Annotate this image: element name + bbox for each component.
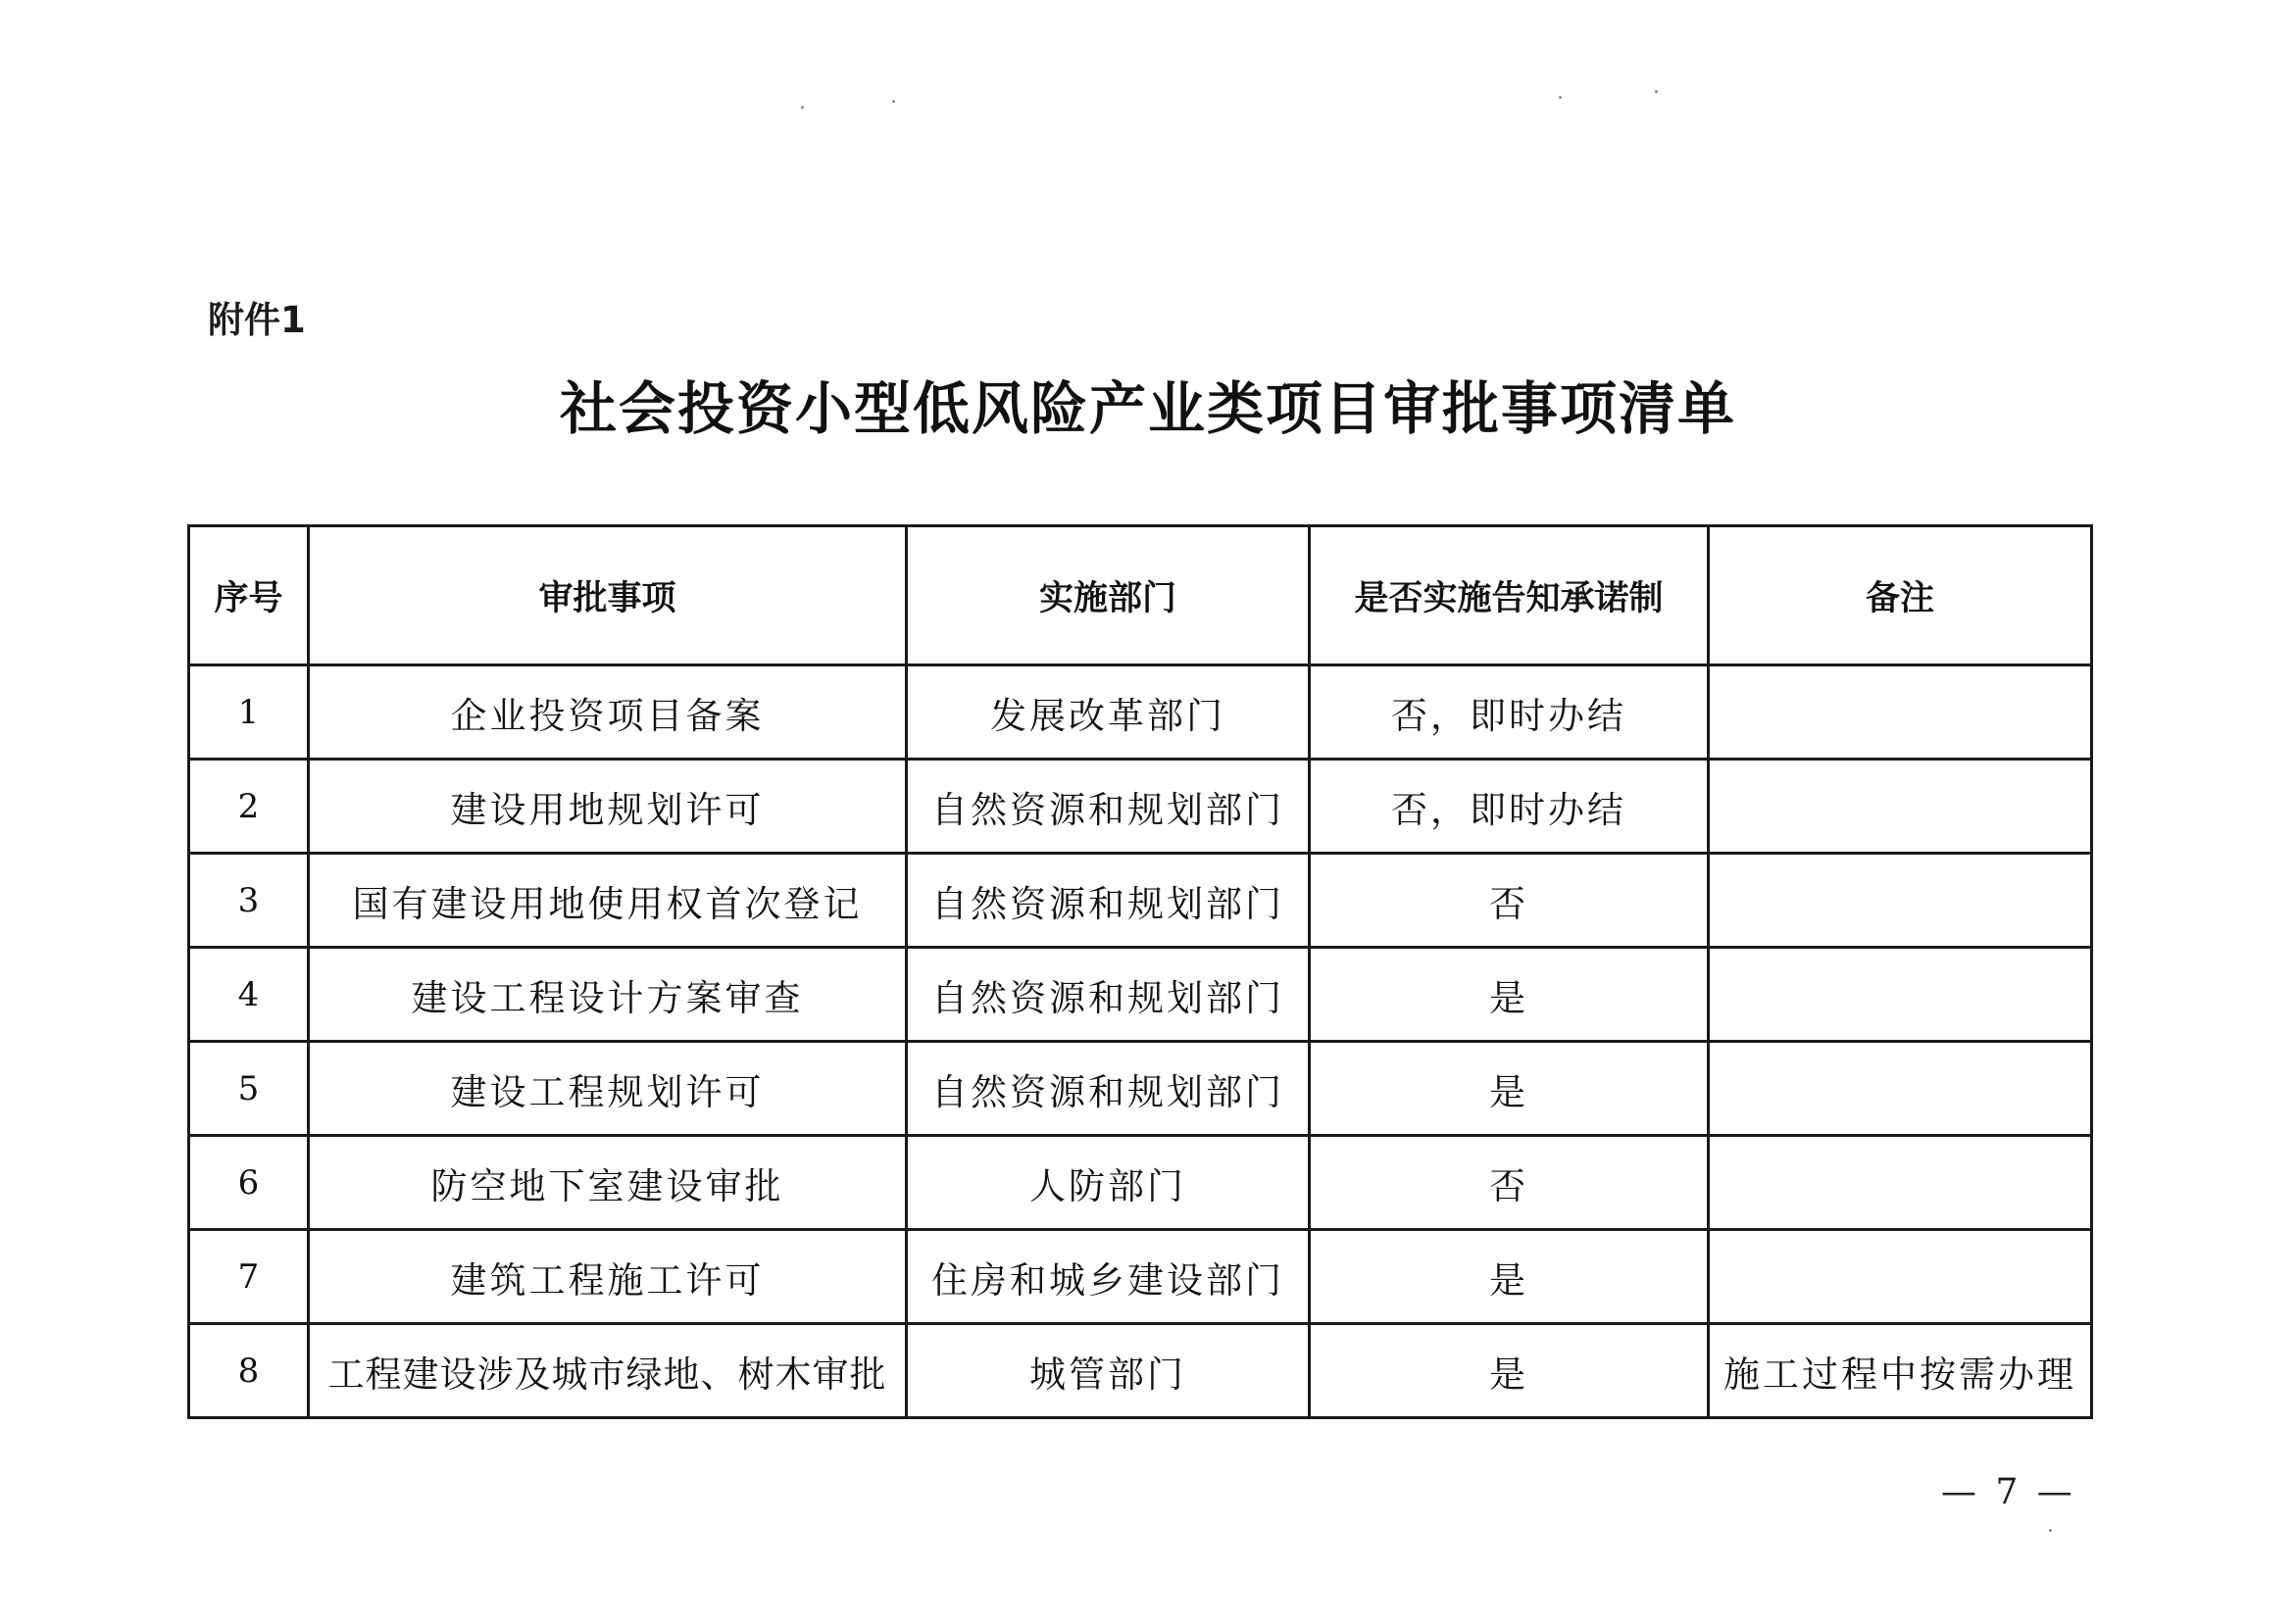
row-commitment: 是 (1310, 1230, 1709, 1324)
row-index: 8 (189, 1324, 309, 1418)
row-approval-item: 防空地下室建设审批 (309, 1136, 907, 1230)
table-row (189, 1230, 2092, 1324)
row-index: 2 (189, 760, 309, 854)
table-row (189, 760, 2092, 854)
header-department: 实施部门 (907, 526, 1310, 665)
row-approval-item: 建设工程规划许可 (309, 1042, 907, 1136)
attachment-label: 附件1 (208, 299, 306, 341)
row-department: 城管部门 (907, 1324, 1310, 1418)
row-department: 人防部门 (907, 1136, 1310, 1230)
row-department: 自然资源和规划部门 (907, 760, 1310, 854)
row-index: 5 (189, 1042, 309, 1136)
scan-speck (2049, 1529, 2052, 1532)
table-row (189, 854, 2092, 948)
table-row (189, 1042, 2092, 1136)
document-title: 社会投资小型低风险产业类项目审批事项清单 (559, 375, 1736, 442)
row-approval-item: 工程建设涉及城市绿地、树木审批 (309, 1324, 907, 1418)
row-department: 自然资源和规划部门 (907, 948, 1310, 1042)
header-approval-item: 审批事项 (309, 526, 907, 665)
scan-speck (1655, 90, 1658, 93)
table-row (189, 1136, 2092, 1230)
row-remarks (1709, 948, 2092, 1042)
row-commitment: 否 (1310, 854, 1709, 948)
row-index: 6 (189, 1136, 309, 1230)
row-remarks (1709, 1042, 2092, 1136)
row-commitment: 否，即时办结 (1310, 665, 1709, 760)
approval-table-container (187, 524, 2090, 1419)
page-number: — 7 — (1941, 1472, 2076, 1512)
row-commitment: 否 (1310, 1136, 1709, 1230)
row-remarks (1709, 854, 2092, 948)
header-commitment-system: 是否实施告知承诺制 (1310, 526, 1709, 665)
scan-speck (892, 100, 895, 103)
row-approval-item: 国有建设用地使用权首次登记 (309, 854, 907, 948)
approval-items-table (187, 524, 2093, 1419)
row-commitment: 是 (1310, 1042, 1709, 1136)
header-index: 序号 (189, 526, 309, 665)
table-row (189, 665, 2092, 760)
row-approval-item: 企业投资项目备案 (309, 665, 907, 760)
row-remarks (1709, 1136, 2092, 1230)
row-commitment: 是 (1310, 948, 1709, 1042)
row-approval-item: 建设工程设计方案审查 (309, 948, 907, 1042)
row-remarks: 施工过程中按需办理 (1709, 1324, 2092, 1418)
row-commitment: 是 (1310, 1324, 1709, 1418)
row-index: 1 (189, 665, 309, 760)
row-remarks (1709, 665, 2092, 760)
table-row (189, 1324, 2092, 1418)
row-remarks (1709, 1230, 2092, 1324)
table-header-row (189, 526, 2092, 665)
row-department: 自然资源和规划部门 (907, 1042, 1310, 1136)
row-index: 7 (189, 1230, 309, 1324)
row-approval-item: 建设用地规划许可 (309, 760, 907, 854)
header-remarks: 备注 (1709, 526, 2092, 665)
scan-speck (801, 106, 804, 109)
row-department: 发展改革部门 (907, 665, 1310, 760)
row-department: 自然资源和规划部门 (907, 854, 1310, 948)
row-remarks (1709, 760, 2092, 854)
row-commitment: 否，即时办结 (1310, 760, 1709, 854)
row-index: 4 (189, 948, 309, 1042)
row-approval-item: 建筑工程施工许可 (309, 1230, 907, 1324)
table-row (189, 948, 2092, 1042)
scan-speck (1559, 96, 1562, 99)
row-department: 住房和城乡建设部门 (907, 1230, 1310, 1324)
row-index: 3 (189, 854, 309, 948)
